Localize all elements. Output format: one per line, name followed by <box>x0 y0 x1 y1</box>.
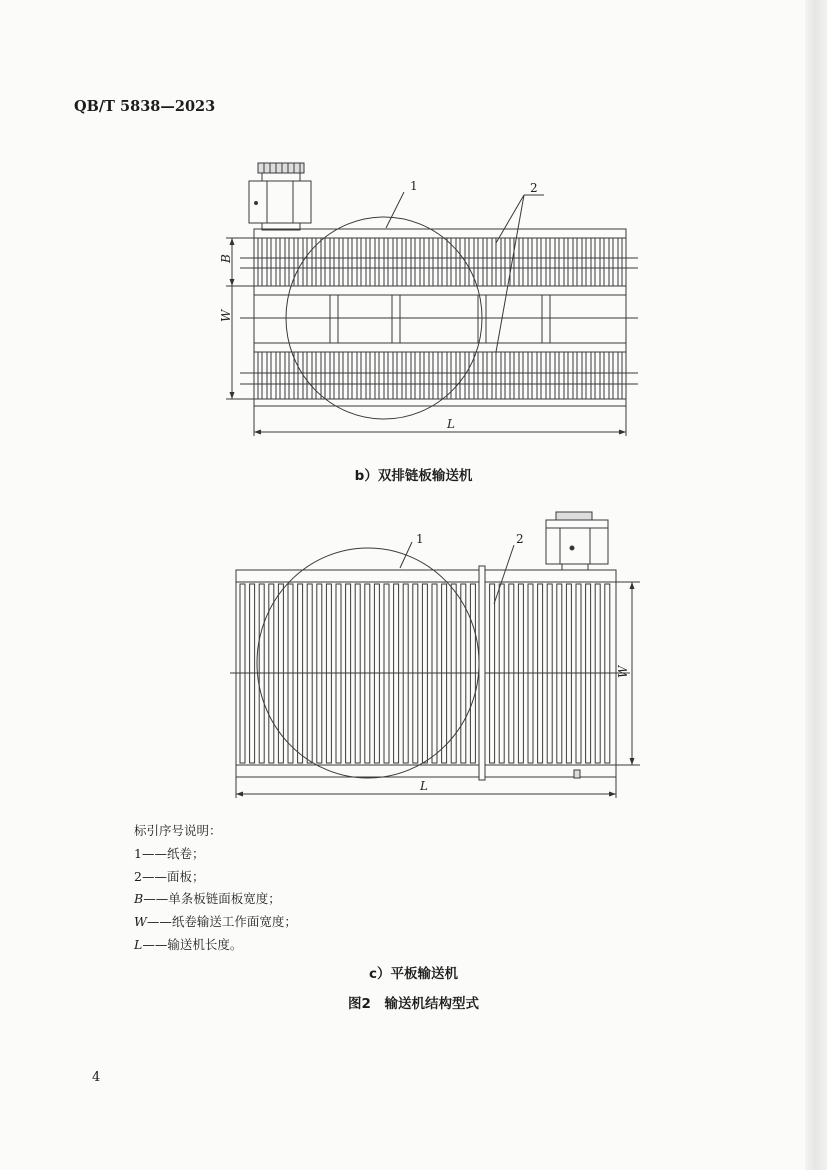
slat <box>573 352 577 399</box>
legend-item <box>134 911 297 934</box>
slat <box>609 238 613 286</box>
upper-chain-slats <box>258 238 622 286</box>
slat <box>321 238 325 286</box>
legend-text: ——纸卷； <box>141 845 205 861</box>
frame-mid-rail-lower <box>254 343 626 352</box>
slat <box>294 238 298 286</box>
slat <box>492 238 496 286</box>
slat <box>555 352 559 399</box>
slat <box>285 238 289 286</box>
slat <box>357 238 361 286</box>
slat <box>591 352 595 399</box>
slat <box>582 352 586 399</box>
slat <box>339 238 343 286</box>
slat <box>366 352 370 399</box>
slat <box>393 238 397 286</box>
slat <box>456 352 460 399</box>
legend-text: ——输送机长度。 <box>142 936 243 952</box>
figure-b-caption: b）双排链板输送机 <box>354 468 473 484</box>
dim-label-L-c: L <box>420 779 428 793</box>
slat <box>348 238 352 286</box>
slat <box>321 352 325 399</box>
slat <box>537 238 541 286</box>
frame-bottom-rail <box>254 399 626 406</box>
slat <box>483 238 487 286</box>
legend-key: 2 <box>134 868 142 884</box>
slat <box>366 238 370 286</box>
slat <box>564 352 568 399</box>
slat <box>555 238 559 286</box>
slat <box>474 352 478 399</box>
slat <box>312 352 316 399</box>
slat <box>258 352 262 399</box>
figure-title: 图2 输送机结构型式 <box>348 996 479 1012</box>
standard-code: QB/T 5838—2023 <box>74 98 216 115</box>
figure-b-drawing <box>0 0 827 460</box>
slat <box>537 352 541 399</box>
slat <box>510 352 514 399</box>
slat <box>483 352 487 399</box>
slat <box>420 352 424 399</box>
slat <box>276 352 280 399</box>
slat <box>402 238 406 286</box>
slat <box>609 352 613 399</box>
slat <box>258 238 262 286</box>
slat <box>591 238 595 286</box>
slat <box>528 352 532 399</box>
slat <box>429 238 433 286</box>
slat <box>501 352 505 399</box>
slat <box>348 352 352 399</box>
legend-text: ——单条板链面板宽度； <box>143 891 281 907</box>
slat <box>402 352 406 399</box>
slat <box>492 352 496 399</box>
slat <box>303 238 307 286</box>
slat <box>465 352 469 399</box>
slat <box>339 352 343 399</box>
legend-item <box>134 888 297 911</box>
figure-c-caption: c）平板输送机 <box>368 966 458 982</box>
motor-drive <box>249 163 311 230</box>
slat <box>501 238 505 286</box>
callout-1-b: 1 <box>410 179 418 193</box>
slat <box>411 352 415 399</box>
slat <box>420 238 424 286</box>
legend-title: 标引序号说明： <box>134 823 222 838</box>
slat <box>456 238 460 286</box>
figure-c-drawing <box>0 505 827 805</box>
slat <box>429 352 433 399</box>
frame-bottom-c <box>236 765 616 777</box>
legend-text: ——纸卷输送工作面宽度； <box>146 914 297 930</box>
slat <box>519 238 523 286</box>
frame-mid-rail-upper <box>254 286 626 295</box>
slat <box>600 238 604 286</box>
frame-top-rail <box>254 229 626 238</box>
legend-item <box>134 934 297 957</box>
slat <box>573 238 577 286</box>
slat <box>618 352 622 399</box>
slat <box>519 352 523 399</box>
slat <box>447 238 451 286</box>
slat <box>600 352 604 399</box>
dim-label-B: B <box>219 254 233 263</box>
lower-chain-slats <box>258 352 622 399</box>
motor-drive-c <box>546 512 608 570</box>
slat <box>285 352 289 399</box>
slat <box>528 238 532 286</box>
slat <box>618 238 622 286</box>
slat <box>411 238 415 286</box>
legend-key: W <box>134 914 147 930</box>
dim-label-W-b: W <box>219 309 233 322</box>
slat <box>375 238 379 286</box>
slat <box>375 352 379 399</box>
slat <box>267 238 271 286</box>
slat <box>582 238 586 286</box>
legend-item <box>134 843 297 866</box>
slat <box>330 238 334 286</box>
slat <box>438 238 442 286</box>
slat <box>564 238 568 286</box>
callout-1-c: 1 <box>416 532 424 546</box>
slat <box>330 352 334 399</box>
legend-item <box>134 866 297 889</box>
slat <box>267 352 271 399</box>
slat <box>546 238 550 286</box>
dim-label-W-c: W <box>616 665 630 678</box>
callout-2-b: 2 <box>530 181 538 195</box>
slat <box>384 238 388 286</box>
frame-top-c <box>236 570 616 582</box>
slat <box>438 352 442 399</box>
legend <box>134 820 297 957</box>
slat <box>357 352 361 399</box>
slat <box>384 352 388 399</box>
legend-key: B <box>134 891 144 907</box>
slat <box>276 238 280 286</box>
page-number: 4 <box>92 1070 101 1085</box>
legend-key: L <box>134 936 143 952</box>
slat <box>393 352 397 399</box>
callout-2-c: 2 <box>516 532 524 546</box>
dim-label-L-b: L <box>447 417 455 431</box>
legend-text: ——面板； <box>141 868 205 884</box>
legend-key: 1 <box>134 845 142 861</box>
slat <box>546 352 550 399</box>
